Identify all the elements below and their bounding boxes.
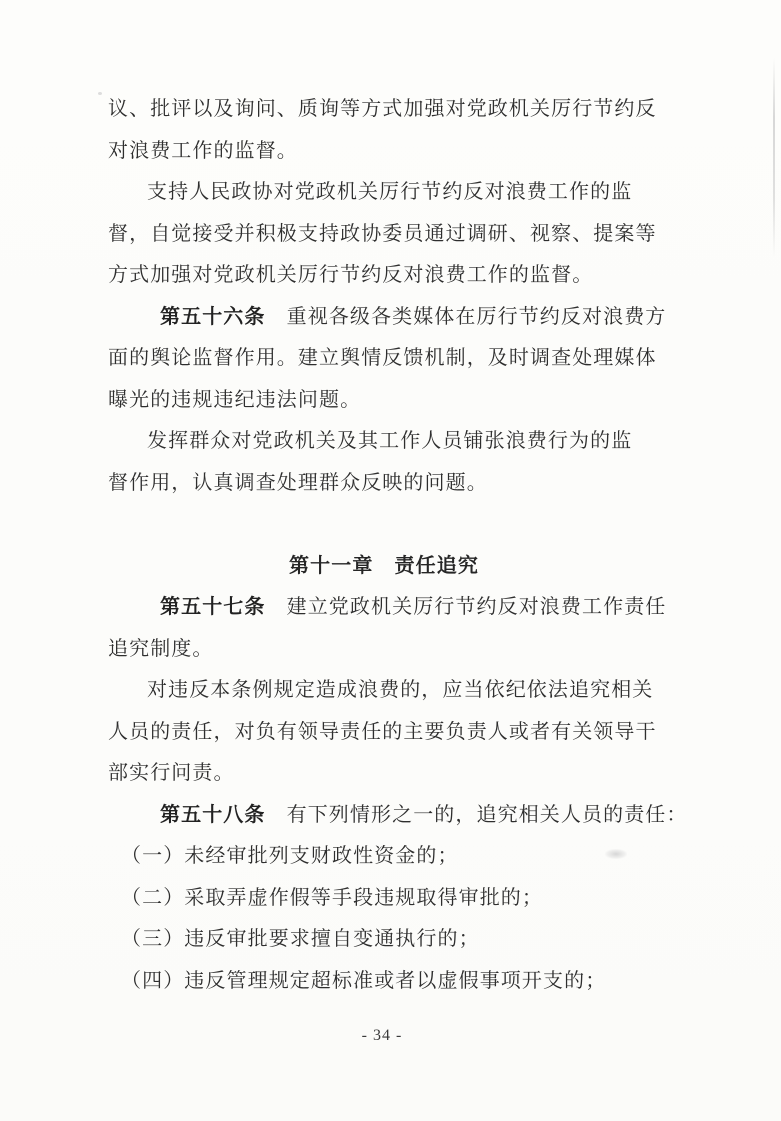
document-text-block <box>108 89 688 1002</box>
text-line: 部实行问责。 <box>108 762 235 784</box>
text-line: 方式加强对党政机关厉行节约反对浪费工作的监督。 <box>108 264 594 286</box>
text-line <box>108 297 667 339</box>
text-line: 督，自觉接受并积极支持政协委员通过调研、视察、提案等 <box>108 222 657 245</box>
text-line: 曝光的违规违纪违法问题。 <box>108 388 362 411</box>
chapter-heading: 第十一章 责任追究 <box>289 554 479 577</box>
text-line: 对违反本条例规定造成浪费的，应当依纪依法追究相关 <box>147 679 654 701</box>
article-text: 重视各级各类媒体在厉行节约反对浪费方 <box>265 305 667 328</box>
scan-artifact-speck <box>98 92 102 95</box>
text-line: 发挥群众对党政机关及其工作人员铺张浪费行为的监 <box>147 430 633 452</box>
article-text: 建立党政机关厉行节约反对浪费工作责任 <box>265 596 667 618</box>
page-number: - 34 - <box>361 1027 403 1044</box>
text-line: （一）未经审批列支财政性资金的； <box>121 845 459 867</box>
text-line: 对浪费工作的监督。 <box>108 139 298 162</box>
text-line <box>108 795 688 837</box>
article-number: 第五十六条 <box>160 305 266 328</box>
article-number: 第五十七条 <box>160 596 266 618</box>
text-line <box>108 587 667 629</box>
text-line: （三）违反审批要求擅自变通执行的； <box>121 928 480 950</box>
text-line: 人员的责任，对负有领导责任的主要负责人或者有关领导干 <box>108 720 657 743</box>
text-line: （四）违反管理规定超标准或者以虚假事项开支的； <box>121 969 607 992</box>
text-line: 支持人民政协对党政机关厉行节约反对浪费工作的监 <box>147 181 633 203</box>
blank-line <box>108 504 660 546</box>
text-line: 面的舆论监督作用。建立舆情反馈机制，及时调查处理媒体 <box>108 347 657 369</box>
text-line: 追究制度。 <box>108 637 214 660</box>
article-number: 第五十八条 <box>160 803 266 826</box>
text-line: 督作用，认真调查处理群众反映的问题。 <box>108 471 488 494</box>
article-text: 有下列情形之一的，追究相关人员的责任： <box>265 803 688 826</box>
scan-artifact-line <box>773 58 775 258</box>
text-line: （二）采取弄虚作假等手段违规取得审批的； <box>121 886 543 909</box>
text-line: 议、批评以及询问、质询等方式加强对党政机关厉行节约反 <box>108 98 657 120</box>
